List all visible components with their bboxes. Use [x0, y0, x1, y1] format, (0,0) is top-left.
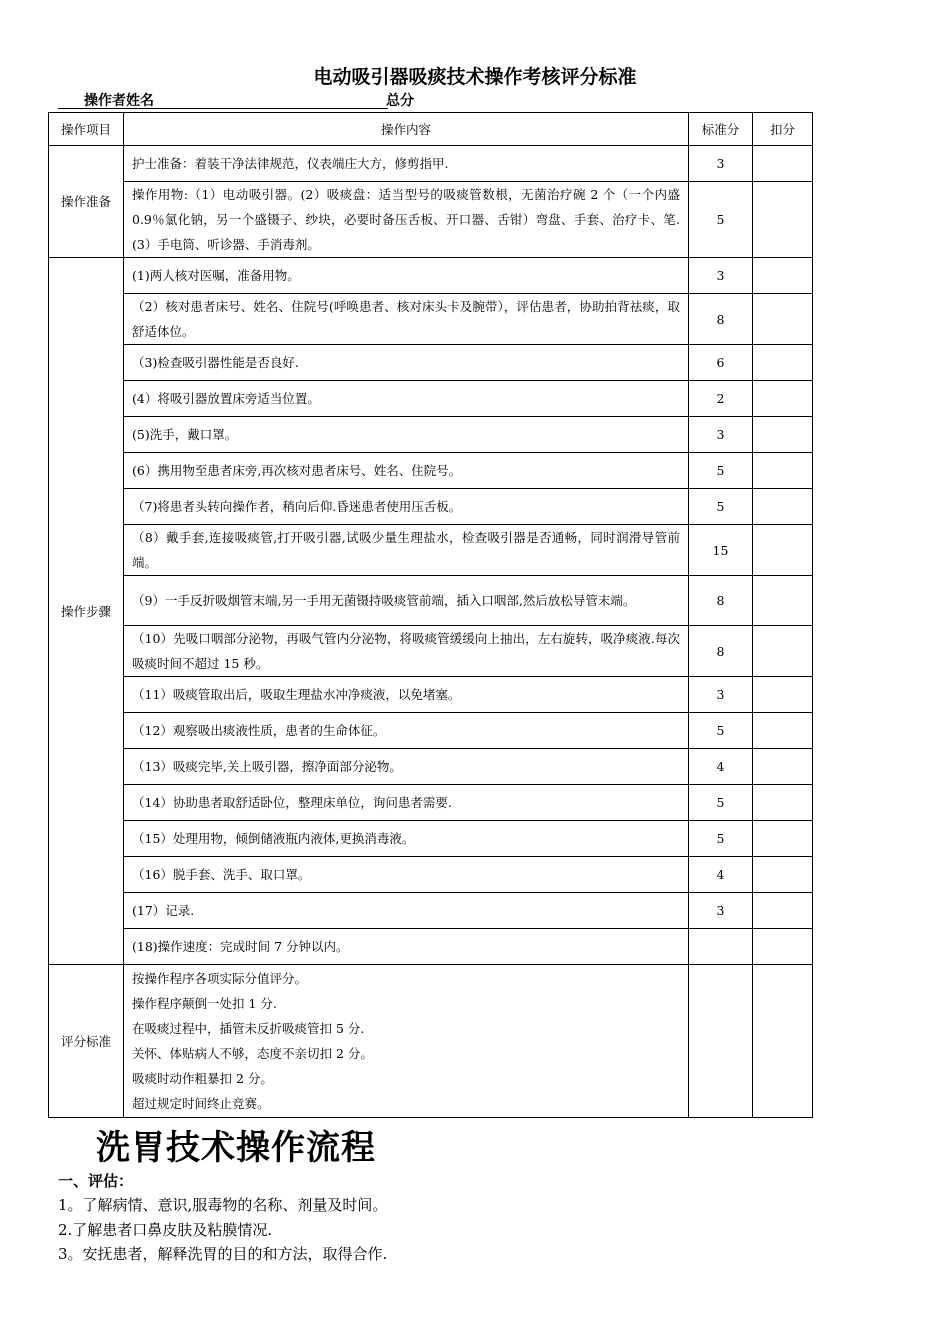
section2-subtitle: 一、评估： [58, 1172, 134, 1190]
criteria-line: 操作程序颠倒一处扣 1 分. [132, 996, 277, 1011]
deduction-cell[interactable] [753, 893, 813, 929]
standard-score-cell: 3 [689, 417, 753, 453]
standard-score-cell: 15 [689, 525, 753, 576]
content-cell: （7)将患者头转向操作者，稍向后仰.昏迷患者使用压舌板。 [124, 489, 689, 525]
deduction-cell[interactable] [753, 182, 813, 258]
deduction-cell[interactable] [753, 749, 813, 785]
assessment-item: 3。安抚患者，解释洗胃的目的和方法，取得合作. [58, 1245, 388, 1263]
deduction-cell[interactable] [753, 965, 813, 1118]
deduction-cell[interactable] [753, 821, 813, 857]
operator-name-underline [58, 108, 388, 109]
standard-score-cell [689, 929, 753, 965]
deduction-cell[interactable] [753, 258, 813, 294]
section2-title: 洗胃技术操作流程 [96, 1128, 376, 1168]
content-cell: (5)洗手，戴口罩。 [124, 417, 689, 453]
content-cell: （16）脱手套、洗手、取口罩。 [124, 857, 689, 893]
header-content: 操作内容 [124, 113, 689, 146]
total-score-label: 总分 [386, 93, 414, 109]
header-category: 操作项目 [49, 113, 124, 146]
standard-score-cell: 8 [689, 576, 753, 626]
content-cell: (17）记录. [124, 893, 689, 929]
content-cell: 操作用物:（1）电动吸引器。(2）吸痰盘：适当型号的吸痰管数根，无菌治疗碗 2 个（一个内盛 0.9％氯化钠，另一个盛镊子、纱块，必要时备压舌板、开口器、舌钳）弯盘、手套、治疗卡、笔.(3）手电筒、听诊器、手消毒剂。 [124, 182, 689, 258]
table-row [49, 749, 813, 785]
standard-score-cell: 5 [689, 453, 753, 489]
table-row [49, 182, 813, 258]
content-cell: 护士准备：着装干净法律规范，仪表端庄大方，修剪指甲. [124, 146, 689, 182]
table-row [49, 821, 813, 857]
table-row [49, 381, 813, 417]
standard-score-cell: 5 [689, 821, 753, 857]
deduction-cell[interactable] [753, 453, 813, 489]
deduction-cell[interactable] [753, 294, 813, 345]
content-cell: （13）吸痰完毕,关上吸引器，擦净面部分泌物。 [124, 749, 689, 785]
standard-score-cell: 5 [689, 489, 753, 525]
table-row [49, 525, 813, 576]
standard-score-cell: 4 [689, 857, 753, 893]
content-cell: (4）将吸引器放置床旁适当位置。 [124, 381, 689, 417]
table-row [49, 713, 813, 749]
deduction-cell[interactable] [753, 525, 813, 576]
deduction-cell[interactable] [753, 929, 813, 965]
deduction-cell[interactable] [753, 626, 813, 677]
deduction-cell[interactable] [753, 785, 813, 821]
category-prep: 操作准备 [49, 146, 124, 258]
criteria-line: 按操作程序各项实际分值评分。 [132, 971, 308, 986]
content-cell: （12）观察吸出痰液性质，患者的生命体征。 [124, 713, 689, 749]
standard-score-cell: 5 [689, 182, 753, 258]
header-standard-score: 标准分 [689, 113, 753, 146]
deduction-cell[interactable] [753, 146, 813, 182]
category-criteria: 评分标准 [49, 965, 124, 1118]
standard-score-cell: 8 [689, 294, 753, 345]
content-cell: （2）核对患者床号、姓名、住院号(呼唤患者、核对床头卡及腕带），评估患者，协助拍背祛痰，取舒适体位。 [124, 294, 689, 345]
table-row [49, 857, 813, 893]
category-steps: 操作步骤 [49, 258, 124, 965]
table-row [49, 677, 813, 713]
header-deduction: 扣分 [753, 113, 813, 146]
table-row [49, 453, 813, 489]
deduction-cell[interactable] [753, 857, 813, 893]
table-row [49, 965, 813, 1118]
deduction-cell[interactable] [753, 713, 813, 749]
content-cell: （8）戴手套,连接吸痰管,打开吸引器,试吸少量生理盐水，检查吸引器是否通畅，同时润滑导管前端。 [124, 525, 689, 576]
standard-score-cell: 8 [689, 626, 753, 677]
standard-score-cell: 4 [689, 749, 753, 785]
standard-score-cell: 3 [689, 146, 753, 182]
content-cell: （11）吸痰管取出后，吸取生理盐水冲净痰液，以免堵塞。 [124, 677, 689, 713]
table-row [49, 576, 813, 626]
standard-score-cell: 3 [689, 258, 753, 294]
content-cell: （15）处理用物，倾倒储液瓶内液体,更换消毒液。 [124, 821, 689, 857]
assessment-item: 2.了解患者口鼻皮肤及粘膜情况. [58, 1221, 273, 1239]
table-row [49, 345, 813, 381]
content-cell: （10）先吸口咽部分泌物，再吸气管内分泌物，将吸痰管缓缓向上抽出，左右旋转，吸净痰液.每次吸痰时间不超过 15 秒。 [124, 626, 689, 677]
table-row [49, 929, 813, 965]
assessment-item: 1。了解病情、意识,服毒物的名称、剂量及时间。 [58, 1196, 388, 1214]
scoring-table [48, 112, 813, 1118]
table-row [49, 626, 813, 677]
operator-name-label: 操作者姓名 [84, 93, 154, 109]
content-cell: (18)操作速度：完成时间 7 分钟以内。 [124, 929, 689, 965]
table-header-row [49, 113, 813, 146]
criteria-line: 在吸痰过程中，插管未反折吸痰管扣 5 分. [132, 1021, 365, 1036]
table-row [49, 294, 813, 345]
standard-score-cell: 3 [689, 893, 753, 929]
criteria-line: 关怀、体贴病人不够，态度不亲切扣 2 分。 [132, 1046, 373, 1061]
standard-score-cell: 3 [689, 677, 753, 713]
content-cell: （3)检查吸引器性能是否良好. [124, 345, 689, 381]
content-cell: (1)两人核对医嘱，准备用物。 [124, 258, 689, 294]
content-cell: （14）协助患者取舒适卧位，整理床单位，询问患者需要. [124, 785, 689, 821]
document-title: 电动吸引器吸痰技术操作考核评分标准 [313, 66, 637, 88]
table-row [49, 146, 813, 182]
standard-score-cell [689, 965, 753, 1118]
content-cell: （9）一手反折吸烟管末端,另一手用无菌镊持吸痰管前端，插入口咽部,然后放松导管末端。 [124, 576, 689, 626]
table-row [49, 417, 813, 453]
deduction-cell[interactable] [753, 381, 813, 417]
standard-score-cell: 5 [689, 785, 753, 821]
standard-score-cell: 6 [689, 345, 753, 381]
content-cell: (6）携用物至患者床旁,再次核对患者床号、姓名、住院号。 [124, 453, 689, 489]
criteria-line: 吸痰时动作粗暴扣 2 分。 [132, 1071, 273, 1086]
table-row [49, 893, 813, 929]
standard-score-cell: 5 [689, 713, 753, 749]
deduction-cell[interactable] [753, 417, 813, 453]
deduction-cell[interactable] [753, 576, 813, 626]
table-row [49, 785, 813, 821]
criteria-cell [124, 965, 689, 1118]
deduction-cell[interactable] [753, 677, 813, 713]
criteria-line: 超过规定时间终止竞赛。 [132, 1096, 270, 1111]
standard-score-cell: 2 [689, 381, 753, 417]
table-row [49, 258, 813, 294]
deduction-cell[interactable] [753, 489, 813, 525]
deduction-cell[interactable] [753, 345, 813, 381]
table-row [49, 489, 813, 525]
